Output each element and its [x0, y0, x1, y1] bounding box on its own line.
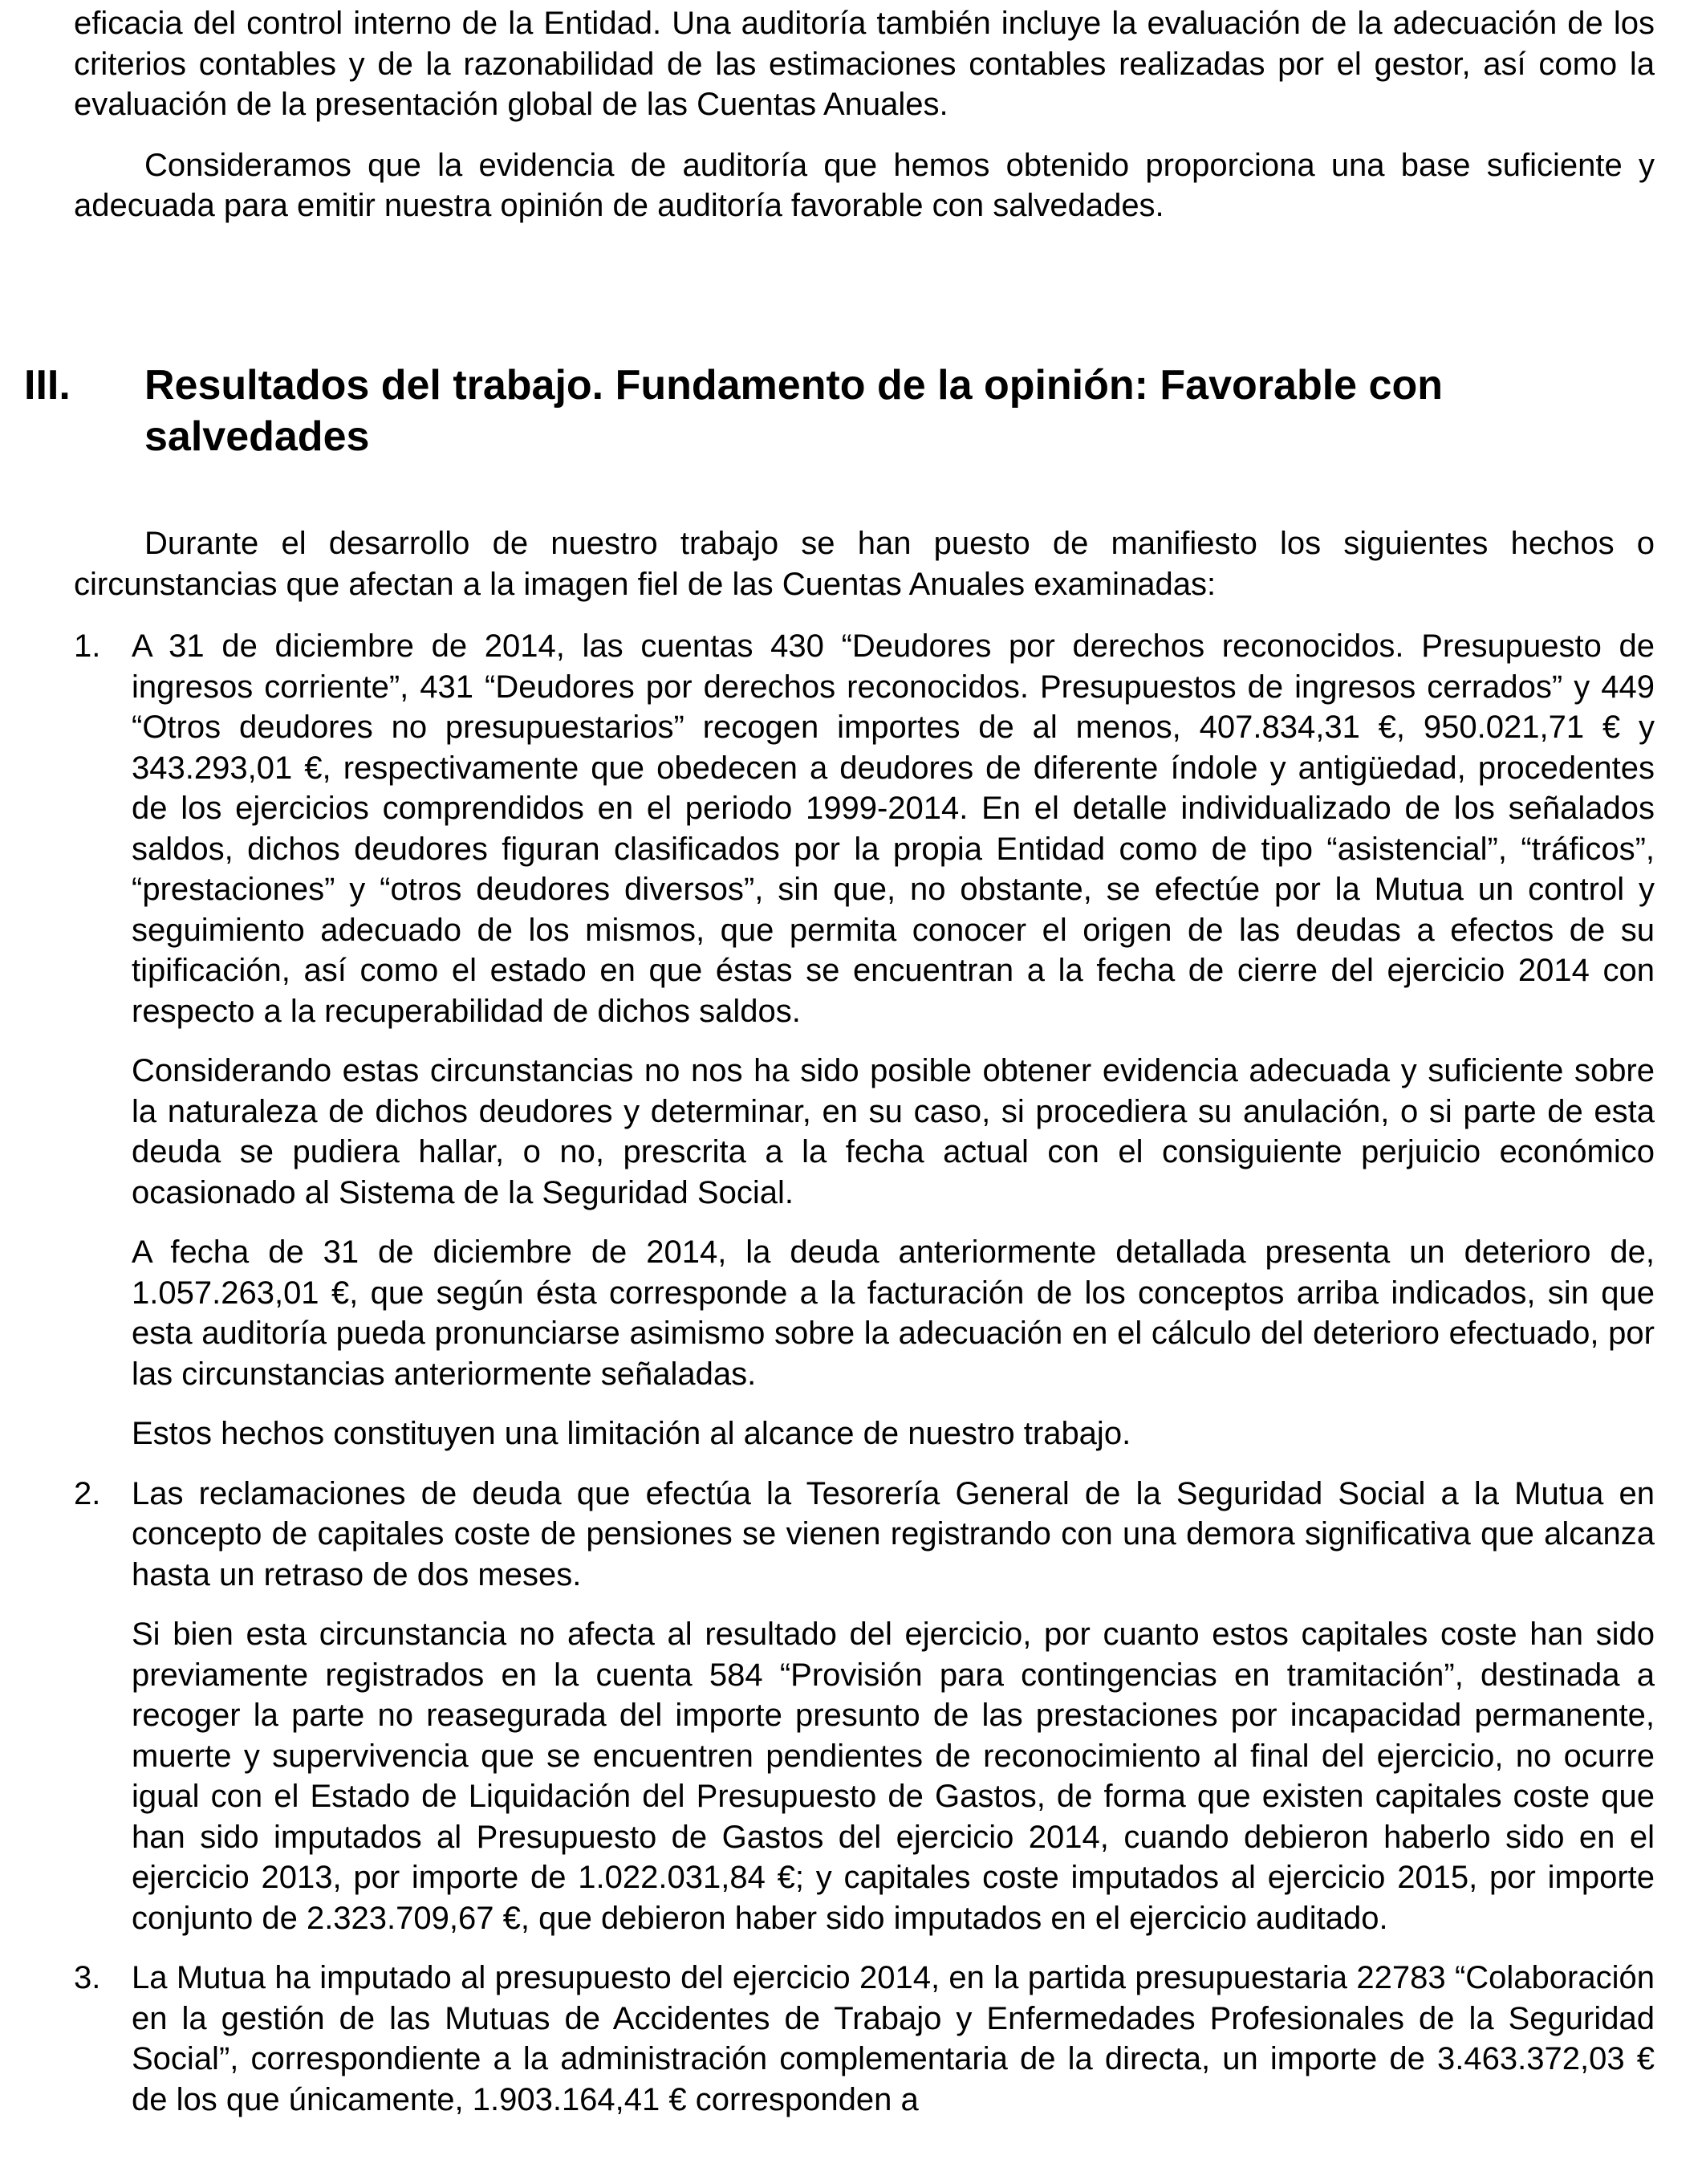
opening-section	[74, 3, 1655, 226]
list-marker: 1.	[74, 628, 101, 664]
finding-item-3	[74, 1958, 1655, 2120]
finding-paragraph: Las reclamaciones de deuda que efectúa la Tesorería General de la Seguridad Social a la Mutua en concepto de capitales coste de pensiones se vienen registrando con una demora significativa que alcanza hasta un retraso de dos meses.	[132, 1475, 1655, 1592]
finding-paragraph: Estos hechos constituyen una limitación al alcance de nuestro trabajo.	[132, 1416, 1131, 1451]
finding-item-2	[74, 1474, 1655, 1939]
paragraph-intro: Durante el desarrollo de nuestro trabajo se han puesto de manifiesto los siguientes hechos o circunstancias que afectan a la imagen fiel de las Cuentas Anuales examinadas:	[74, 526, 1655, 602]
list-marker: 2.	[74, 1475, 101, 1511]
finding-paragraph: Si bien esta circunstancia no afecta al resultado del ejercicio, por cuanto estos capitales coste han sido previamente registrados en la cuenta 584 “Provisión para contingencias en tramitación”, destinada a recoger la parte no reasegurada del importe presunto de las prestaciones por incapacidad permanente, muerte y supervivencia que se encuentren pendientes de reconocimiento al final del ejercicio, no ocurre igual con el Estado de Liquidación del Presupuesto de Gastos, de forma que existen capitales coste que han sido imputados al Presupuesto de Gastos del ejercicio 2014, cuando debieron haberlo sido en el ejercicio 2013, por importe de 1.022.031,84 €; y capitales coste imputados al ejercicio 2015, por importe conjunto de 2.323.709,67 €, que debieron haber sido imputados en el ejercicio auditado.	[132, 1617, 1655, 1936]
paragraph-audit-evidence: Consideramos que la evidencia de auditoría que hemos obtenido proporciona una base suficiente y adecuada para emitir nuestra opinión de auditoría favorable con salvedades.	[74, 147, 1655, 223]
finding-paragraph: La Mutua ha imputado al presupuesto del ejercicio 2014, en la partida presupuestaria 22783 “Colaboración en la gestión de las Mutuas de Accidentes de Trabajo y Enfermedades Profesionales de la Seguridad Social”, correspondiente a la administración complementaria de la directa, un importe de 3.463.372,03 € de los que únicamente, 1.903.164,41 € corresponden a	[132, 1960, 1655, 2117]
finding-paragraph: Considerando estas circunstancias no nos ha sido posible obtener evidencia adecuada y suficiente sobre la naturaleza de dichos deudores y determinar, en su caso, si procediera su anulación, o si parte de esta deuda se pudiera hallar, o no, prescrita a la fecha actual con el consiguiente perjuicio económico ocasionado al Sistema de la Seguridad Social.	[132, 1053, 1655, 1210]
findings-list	[74, 626, 1655, 2139]
section-heading	[24, 360, 1661, 462]
section-title: Resultados del trabajo. Fundamento de la opinión: Favorable con salvedades	[144, 362, 1443, 460]
finding-item-1	[74, 626, 1655, 1454]
section-intro	[74, 523, 1655, 604]
finding-paragraph: A fecha de 31 de diciembre de 2014, la deuda anteriormente detallada presenta un deterioro de, 1.057.263,01 €, que según ésta corresponde a la facturación de los conceptos arriba indicados, sin que esta auditoría pueda pronunciarse asimismo sobre la adecuación en el cálculo del deterioro efectuado, por las circunstancias anteriormente señaladas.	[132, 1234, 1655, 1392]
list-marker: 3.	[74, 1960, 101, 1995]
section-number: III.	[24, 362, 71, 409]
paragraph-audit-evaluation: eficacia del control interno de la Entidad. Una auditoría también incluye la evaluación de la adecuación de los criterios contables y de la razonabilidad de las estimaciones contables realizadas por el gestor, así como la evaluación de la presentación global de las Cuentas Anuales.	[74, 6, 1655, 122]
finding-paragraph: A 31 de diciembre de 2014, las cuentas 430 “Deudores por derechos reconocidos. Presupuesto de ingresos corriente”, 431 “Deudores por derechos reconocidos. Presupuestos de ingresos cerrados” y 449 “Otros deudores no presupuestarios” recogen importes de al menos, 407.834,31 €, 950.021,71 € y 343.293,01 €, respectivamente que obedecen a deudores de diferente índole y antigüedad, procedentes de los ejercicios comprendidos en el periodo 1999-2014. En el detalle individualizado de los señalados saldos, dichos deudores figuran clasificados por la propia Entidad como de tipo “asistencial”, “tráficos”, “prestaciones” y “otros deudores diversos”, sin que, no obstante, se efectúe por la Mutua un control y seguimiento adecuado de los mismos, que permita conocer el origen de las deudas a efectos de su tipificación, así como el estado en que éstas se encuentran a la fecha de cierre del ejercicio 2014 con respecto a la recuperabilidad de dichos saldos.	[132, 628, 1655, 1029]
